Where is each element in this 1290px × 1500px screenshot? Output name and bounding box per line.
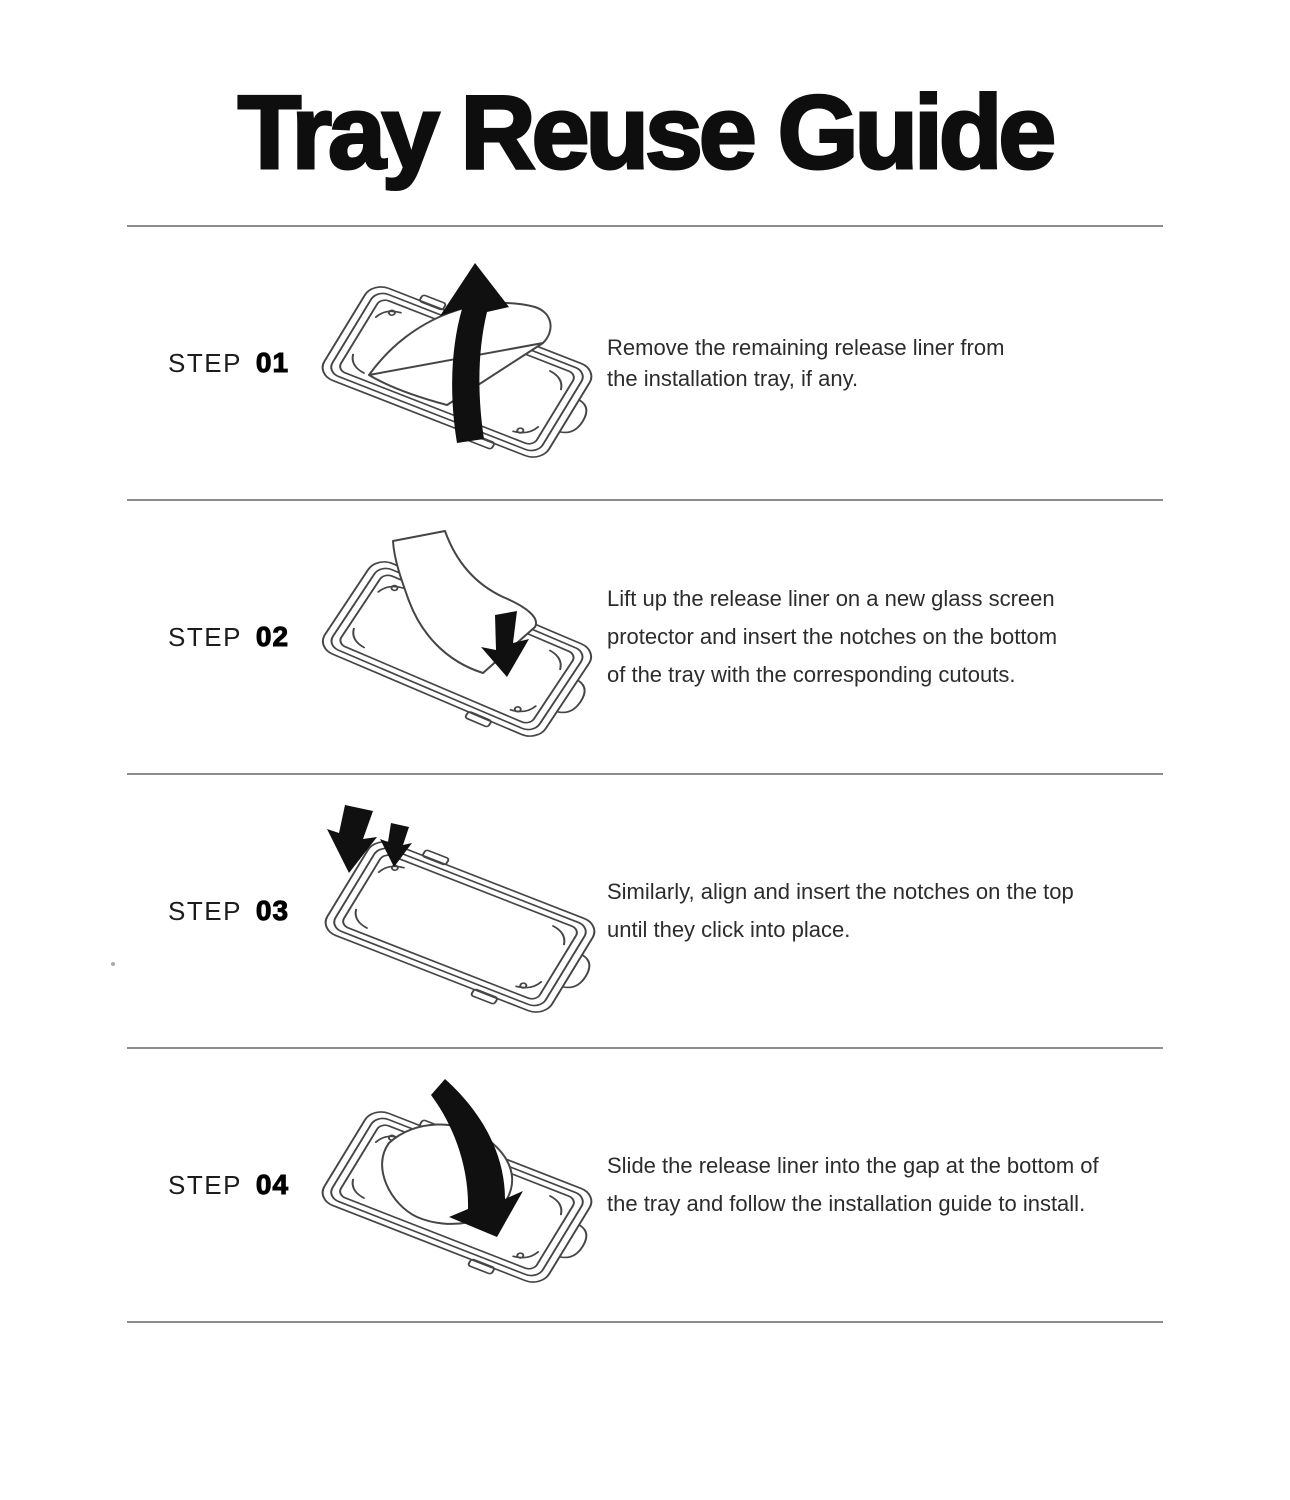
description-line: the installation tray, if any. (607, 366, 859, 391)
step-word: STEP (168, 1170, 242, 1200)
step-row-01 (127, 227, 1163, 499)
tray-align-notches-illustration (297, 795, 607, 1027)
tray-insert-liner-illustration (297, 521, 607, 753)
description-line: protector and insert the notches on the bottom (607, 624, 1058, 649)
step-word: STEP (168, 896, 242, 926)
steps-section (127, 225, 1163, 1323)
description-line: Lift up the release liner on a new glass screen (607, 586, 1055, 611)
tray-slide-liner-illustration (297, 1069, 607, 1301)
description-line: Slide the release liner into the gap at the bottom of (607, 1153, 1099, 1178)
step-row-04 (127, 1049, 1163, 1321)
step-row-02 (127, 501, 1163, 773)
step-label-04 (127, 1169, 297, 1201)
step-number: 03 (255, 895, 290, 926)
step-description (607, 580, 1163, 694)
step-number: 04 (255, 1169, 290, 1200)
step-label-02 (127, 621, 297, 653)
description-line: Remove the remaining release liner from (607, 335, 1005, 360)
step-number: 01 (255, 347, 290, 378)
step-word: STEP (168, 348, 242, 378)
page-title: Tray Reuse Guide (237, 75, 1053, 191)
description-line: the tray and follow the installation guide to install. (607, 1191, 1086, 1216)
step-description (607, 873, 1163, 949)
tray-slide-liner-curved-arrow-icon (297, 1069, 607, 1301)
step-label-01 (127, 347, 297, 379)
description-line: until they click into place. (607, 917, 851, 942)
tray-peel-liner-illustration (297, 247, 607, 479)
tray-insert-liner-down-arrow-icon (297, 521, 607, 753)
step-word: STEP (168, 622, 242, 652)
step-description (607, 332, 1163, 394)
stray-dot-mark (111, 962, 115, 966)
tray-align-notches-double-arrow-icon (297, 795, 607, 1027)
step-description (607, 1147, 1163, 1223)
step-number: 02 (255, 621, 290, 652)
step-label-03 (127, 895, 297, 927)
description-line: of the tray with the corresponding cutouts. (607, 662, 1016, 687)
step-row-03 (127, 775, 1163, 1047)
description-line: Similarly, align and insert the notches on the top (607, 879, 1074, 904)
section-divider (127, 1321, 1163, 1323)
tray-peel-liner-up-arrow-icon (297, 247, 607, 479)
